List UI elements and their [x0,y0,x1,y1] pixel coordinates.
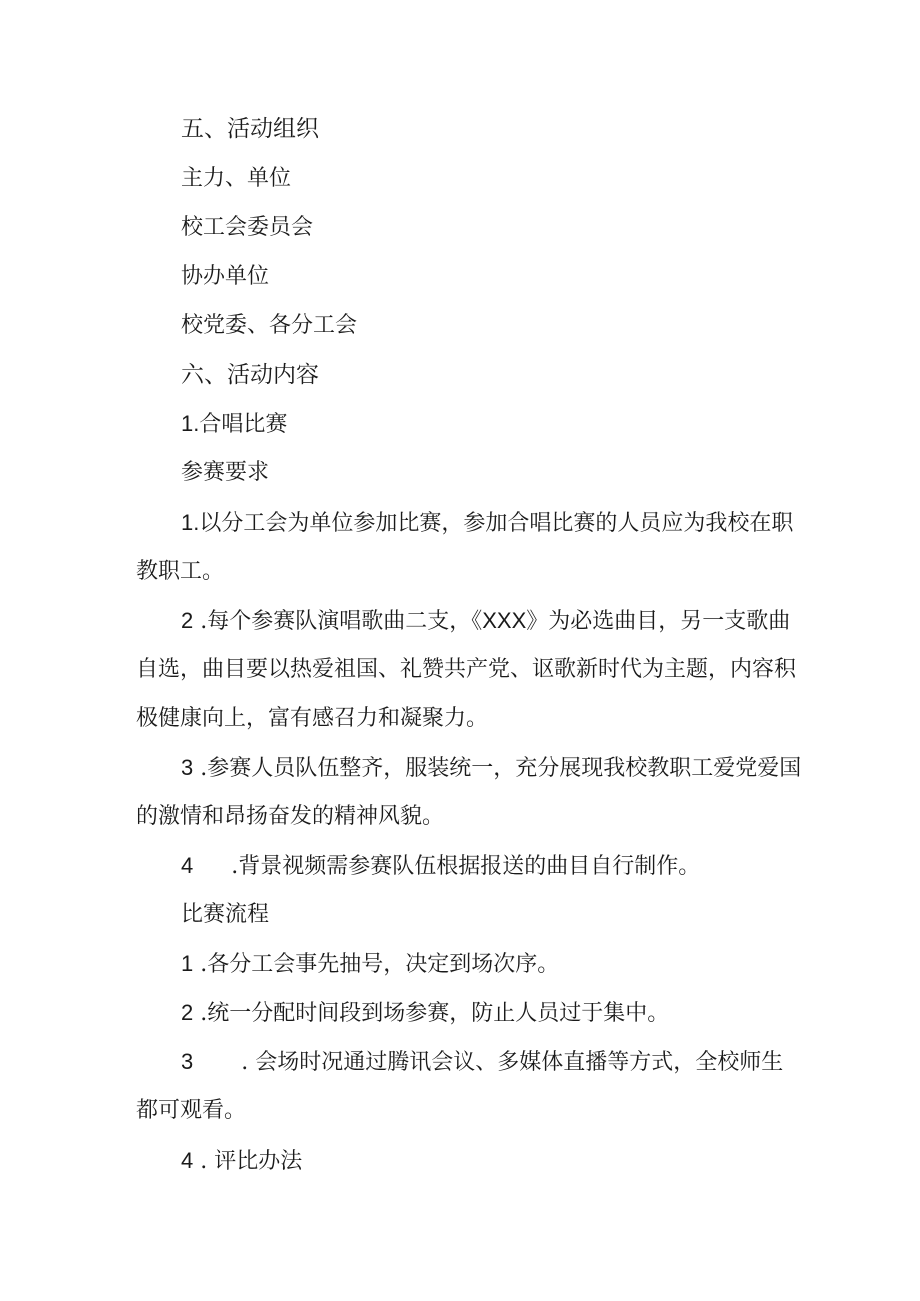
req-item-2 [181,606,790,637]
req-item-3-num: 3 [181,755,194,780]
req-item-2-line2: 自选，曲目要以热爱祖国、礼赞共产党、讴歌新时代为主题，内容积 [136,657,797,682]
proc-item-3-num: 3 [181,1049,194,1074]
req-item-2-xxx: XXX [482,608,527,633]
proc-item-3-line1: . 会场时况通过腾讯会议、多媒体直播等方式，全校师生 [241,1050,784,1075]
req-item-2-num: 2 [181,608,194,633]
section5-heading: 五、活动组织 [181,116,319,142]
process-title: 比赛流程 [181,902,270,927]
proc-item-2-line1: .统一分配时间段到场参赛，防止人员过于集中。 [200,1001,670,1026]
proc-item-1-line1: .各分工会事先抽号，决定到场次序。 [200,952,560,977]
sub1-num: 1. [181,411,200,436]
proc-item-1-num: 1 [181,951,194,976]
section6-heading: 六、活动内容 [181,362,319,388]
proc-item-3-line2: 都可观看。 [136,1098,247,1123]
req-item-1-line2: 教职工。 [136,559,225,584]
req-item-3-line2: 的激情和昂扬奋发的精神风貌。 [136,804,445,829]
sub1-title [181,409,287,440]
req-item-2-line1a: .每个参赛队演唱歌曲二支，《 [200,609,483,634]
req-item-4-line1: .背景视频需参赛队伍根据报送的曲目自行制作。 [231,854,701,879]
req-item-3-line1: .参赛人员队伍整齐，服装统一，充分展现我校教职工爱党爱国 [200,756,802,781]
req-item-1 [181,508,793,539]
req-item-3 [181,753,801,784]
co-organizer-label: 协办单位 [181,264,270,289]
proc-item-4-line1: . 评比办法 [200,1149,303,1174]
proc-item-3 [181,1047,783,1078]
req-item-1-num: 1. [181,510,200,535]
req-item-2-line1b: 》为必选曲目，另一支歌曲 [526,609,791,634]
req-item-1-line1: 以分工会为单位参加比赛，参加合唱比赛的人员应为我校在职 [199,511,794,536]
requirements-title: 参赛要求 [181,460,270,485]
req-item-4 [181,851,700,882]
organizer-value: 校工会委员会 [181,215,314,240]
co-organizer-value: 校党委、各分工会 [181,313,358,338]
proc-item-4-num: 4 [181,1148,194,1173]
req-item-4-num: 4 [181,853,194,878]
proc-item-2-num: 2 [181,1000,194,1025]
req-item-2-line3: 极健康向上，富有感召力和凝聚力。 [136,706,489,731]
organizer-label: 主力、单位 [181,166,292,191]
proc-item-2 [181,998,669,1029]
proc-item-4 [181,1146,302,1177]
proc-item-1 [181,949,559,980]
sub1-text: 合唱比赛 [199,412,288,437]
